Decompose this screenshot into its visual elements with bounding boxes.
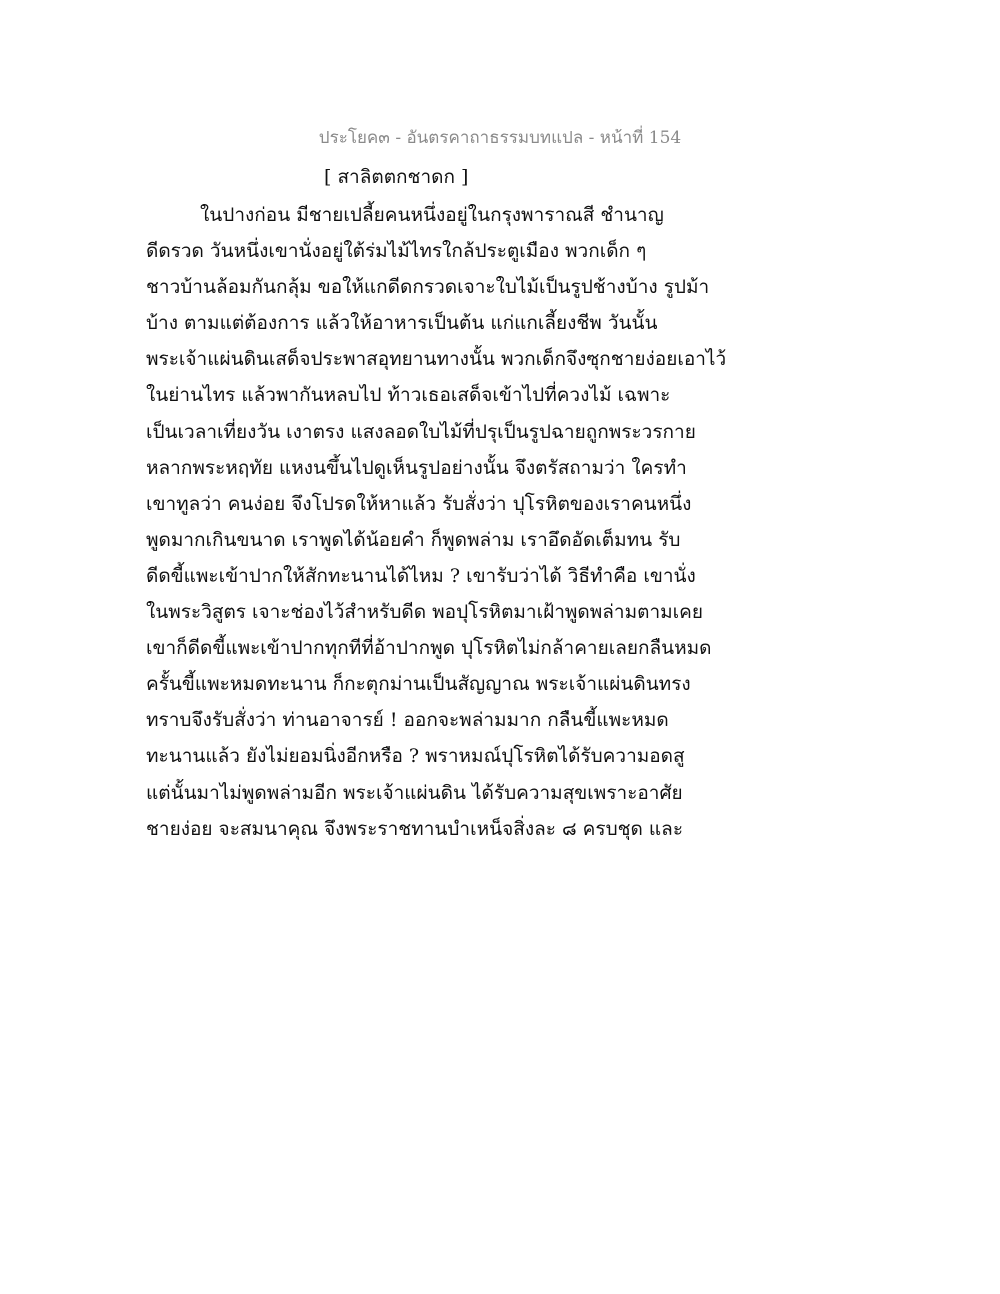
text-line: ทราบจึงรับสั่งว่า ท่านอาจารย์ ! ออกจะพล่ามมาก กลืนขี้แพะหมด	[146, 709, 669, 732]
text-line: ทะนานแล้ว ยังไม่ยอมนิ่งอีกหรือ ? พราหมณ์ปุโรหิตได้รับความอดสู	[146, 745, 685, 768]
text-line: ในพระวิสูตร เจาะช่องไว้สำหรับดีด พอปุโรหิตมาเฝ้าพูดพล่ามตามเคย	[146, 601, 703, 624]
body-text	[146, 200, 726, 850]
text-line: ดีดขี้แพะเข้าปากให้สักทะนานได้ไหม ? เขารับว่าได้ วิธีทำคือ เขานั่ง	[146, 564, 696, 587]
text-line: พูดมากเกินขนาด เราพูดได้น้อยคำ ก็พูดพล่าม เราอึดอัดเต็มทน รับ	[146, 528, 681, 551]
text-line: ครั้นขี้แพะหมดทะนาน ก็กะตุกม่านเป็นสัญญาณ พระเจ้าแผ่นดินทรง	[146, 673, 691, 696]
text-line: บ้าง ตามแต่ต้องการ แล้วให้อาหารเป็นต้น แก่แกเลี้ยงชีพ วันนั้น	[146, 312, 658, 335]
text-line: ดีดรวด วันหนึ่งเขานั่งอยู่ใต้ร่มไม้ไทรใกล้ประตูเมือง พวกเด็ก ๆ	[146, 240, 647, 263]
text-line: หลากพระหฤทัย แหงนขึ้นไปดูเห็นรูปอย่างนั้น จึงตรัสถามว่า ใครทำ	[146, 456, 687, 479]
text-line: เขาทูลว่า คนง่อย จึงโปรดให้หาแล้ว รับสั่งว่า ปุโรหิตของเราคนหนึ่ง	[146, 492, 692, 515]
text-line: เป็นเวลาเที่ยงวัน เงาตรง แสงลอดใบไม้ที่ปรุเป็นรูปฉายถูกพระวรกาย	[146, 420, 696, 443]
text-line: ในปางก่อน มีชายเปลี้ยคนหนึ่งอยู่ในกรุงพาราณสี ชำนาญ	[200, 204, 664, 226]
text-line: ชายง่อย จะสมนาคุณ จึงพระราชทานบำเหน็จสิ่งละ ๘ ครบชุด และ	[146, 817, 684, 840]
text-line: เขาก็ดีดขี้แพะเข้าปากทุกทีที่อ้าปากพูด ปุโรหิตไม่กล้าคายเลยกลืนหมด	[146, 637, 712, 660]
story-title: [ สาลิตตกชาดก ]	[324, 166, 469, 188]
text-line: พระเจ้าแผ่นดินเสด็จประพาสอุทยานทางนั้น พวกเด็กจึงซุกชายง่อยเอาไว้	[146, 348, 727, 371]
text-line: ในย่านไทร แล้วพากันหลบไป ท้าวเธอเสด็จเข้าไปที่ควงไม้ เฉพาะ	[146, 384, 671, 407]
page-header: ประโยค๓ - อันตรคาถาธรรมบทแปล - หน้าที่ 154	[318, 128, 682, 148]
text-line: แต่นั้นมาไม่พูดพล่ามอีก พระเจ้าแผ่นดิน ได้รับความสุขเพราะอาศัย	[146, 781, 683, 804]
text-line: ชาวบ้านล้อมกันกลุ้ม ขอให้แกดีดกรวดเจาะใบไม้เป็นรูปช้างบ้าง รูปม้า	[146, 276, 710, 299]
